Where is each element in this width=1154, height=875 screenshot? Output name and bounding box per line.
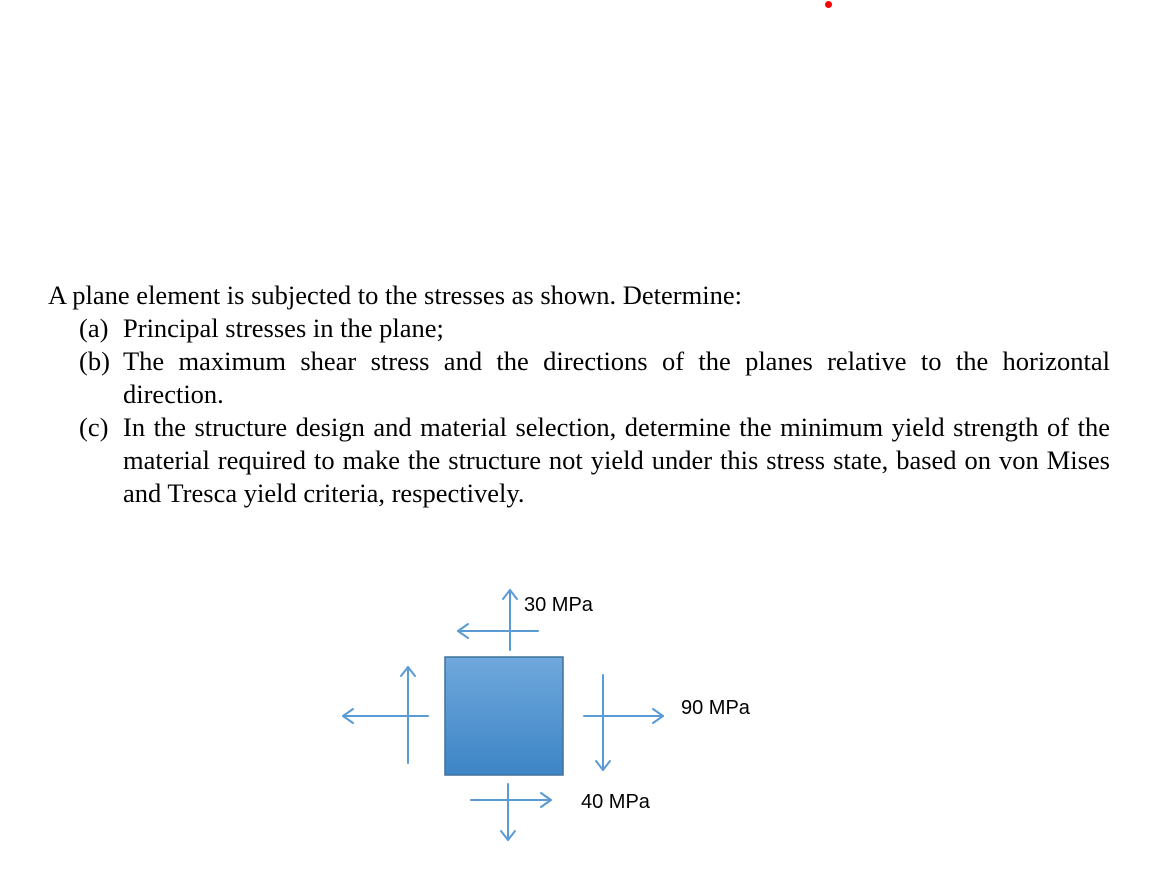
bottom-shear-arrow (471, 793, 551, 807)
problem-intro: A plane element is subjected to the stresses as shown. Determine: (48, 280, 742, 310)
bottom-stress-label: 40 MPa (581, 791, 650, 813)
part-a-text: Principal stresses in the plane; (123, 313, 444, 343)
top-normal-arrow (503, 590, 517, 650)
stress-element-square (445, 657, 563, 775)
part-b-marker: (b) (79, 346, 110, 376)
top-shear-arrow (458, 624, 538, 638)
left-normal-arrow (343, 709, 428, 723)
right-stress-label: 90 MPa (681, 697, 750, 719)
part-c-text: In the structure design and material selection, determine the minimum yield strength of the material required to make the structure not yield under this stress state, based on von Mises and Tresca yield criteria, respectively. (123, 412, 1110, 508)
part-c-marker: (c) (79, 412, 109, 442)
right-normal-arrow (584, 709, 663, 723)
part-a-marker: (a) (79, 313, 109, 343)
bottom-normal-arrow (501, 784, 515, 840)
top-stress-label: 30 MPa (524, 594, 593, 616)
right-shear-arrow (596, 675, 610, 770)
part-b-text: The maximum shear stress and the directions of the planes relative to the horizontal direction. (123, 346, 1110, 409)
